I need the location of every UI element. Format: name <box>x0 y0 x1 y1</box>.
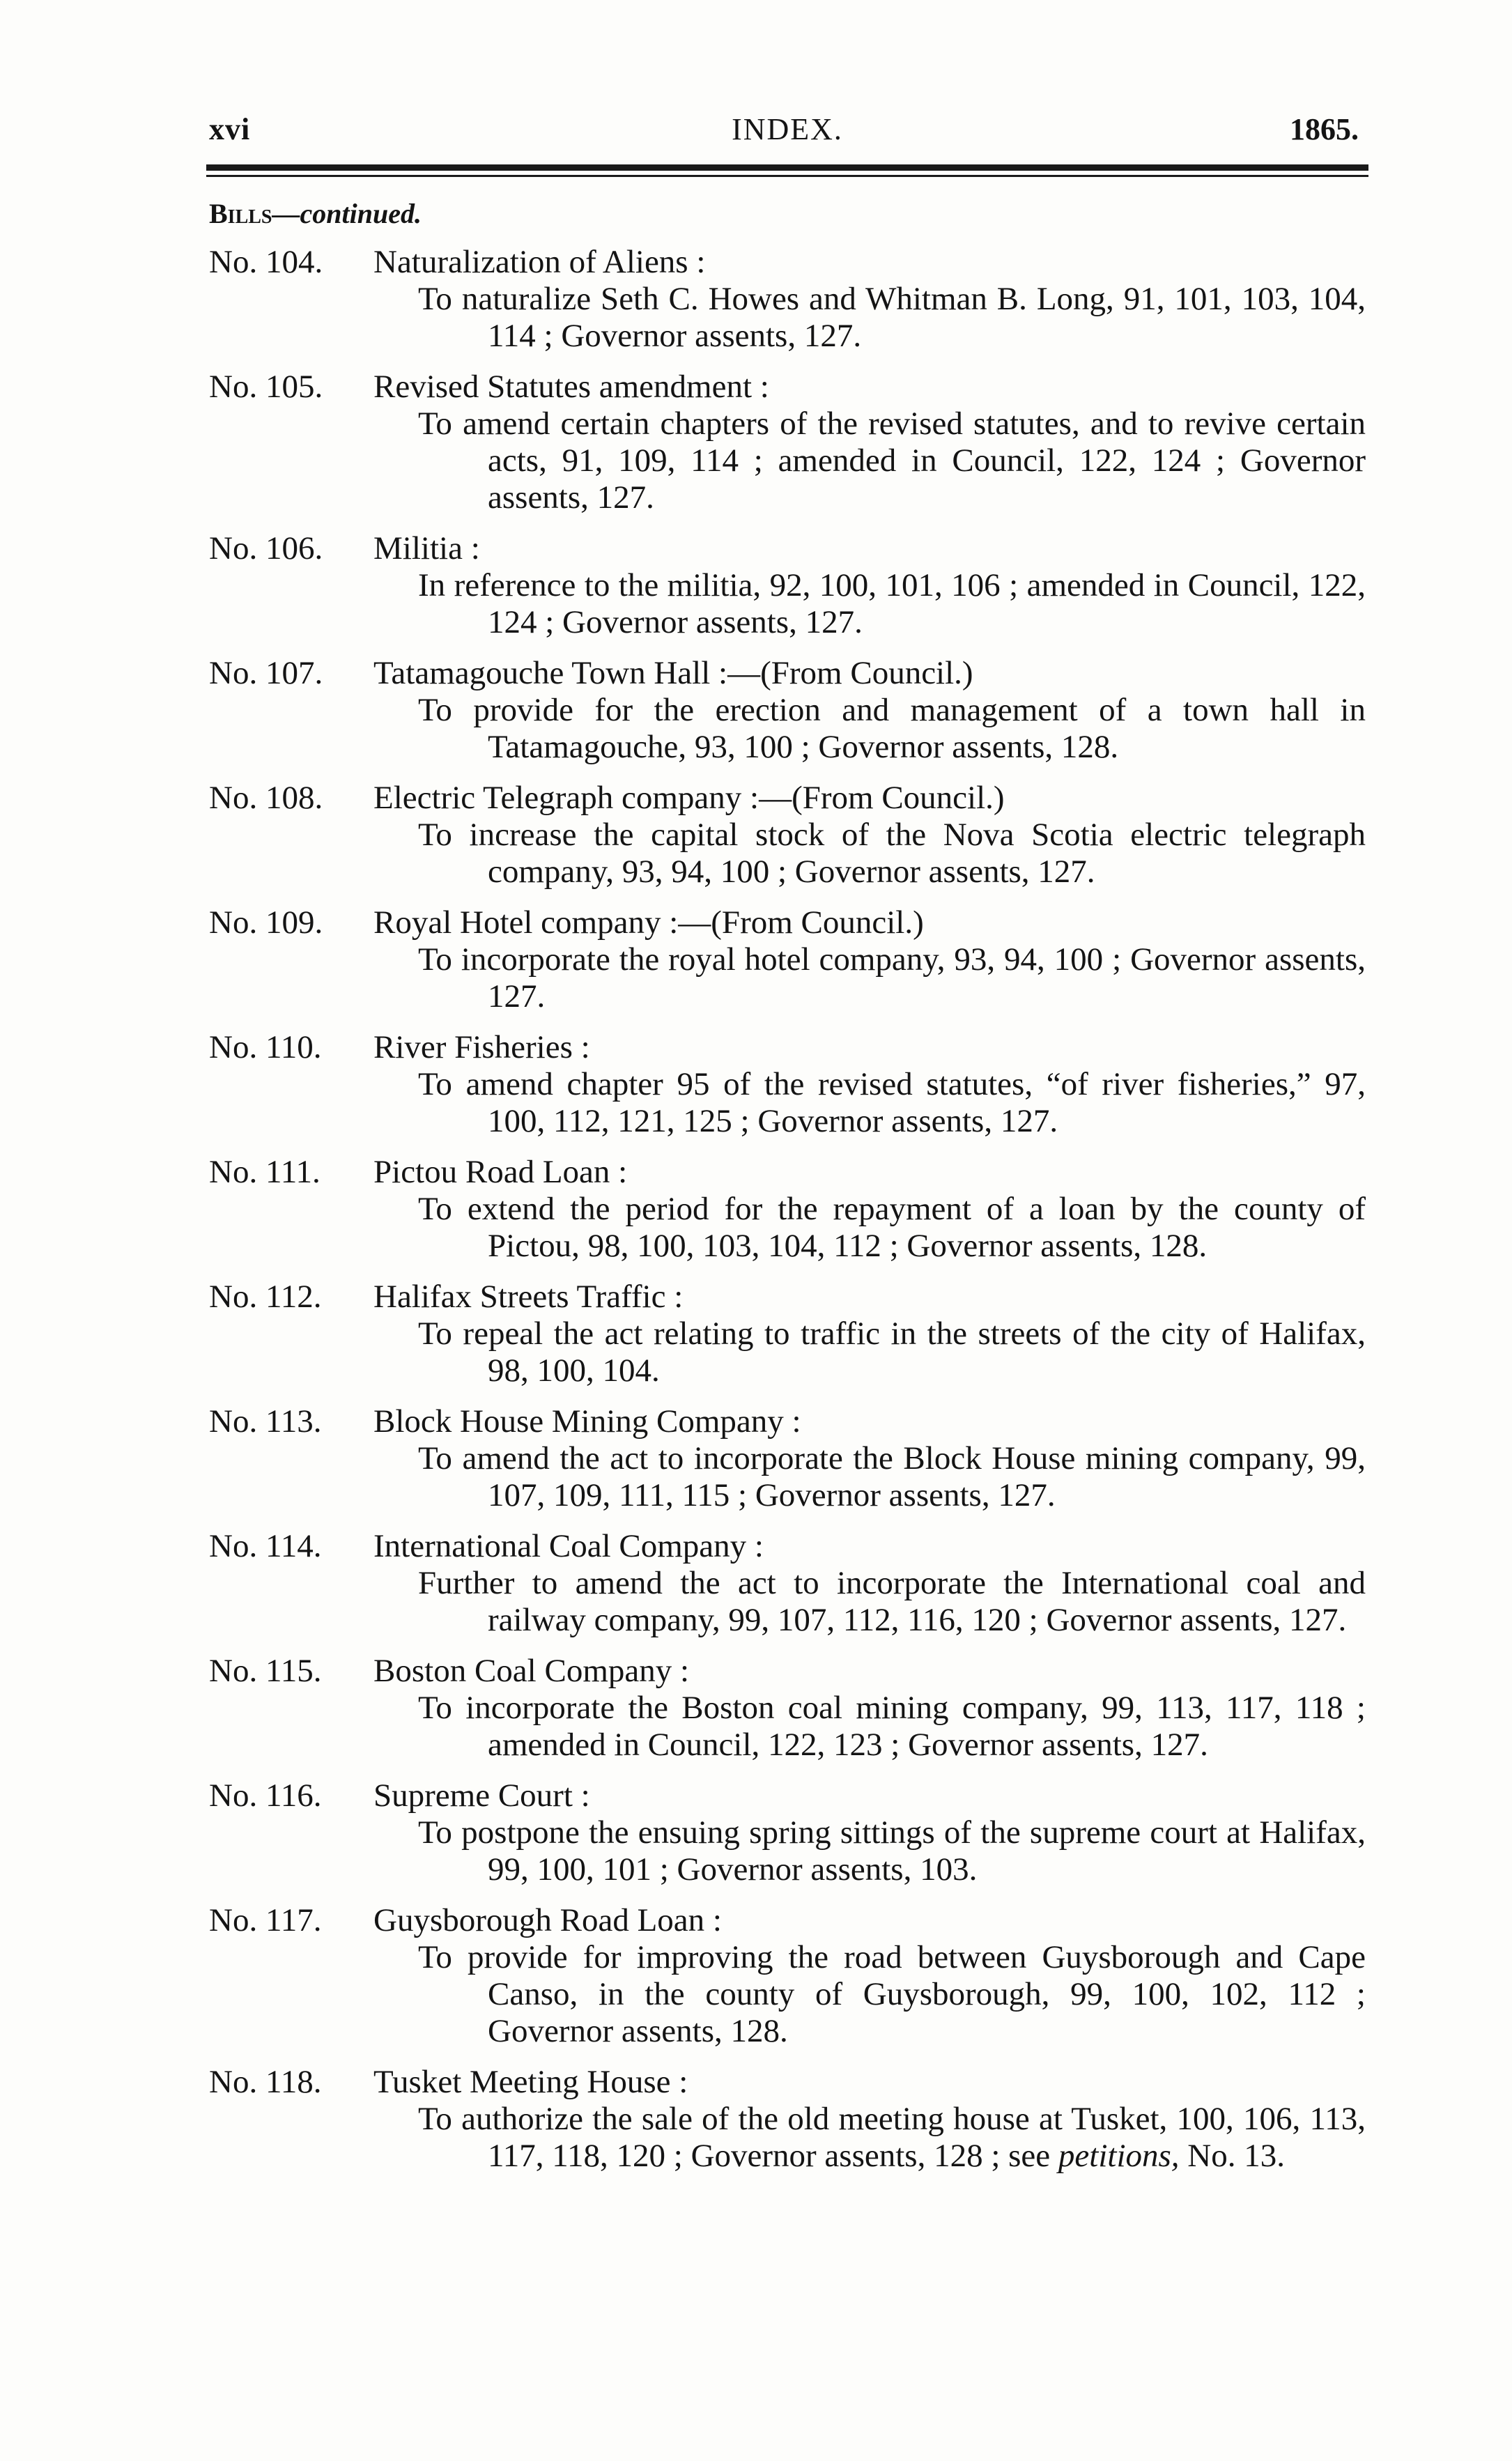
bill-number: No. 108. <box>209 780 323 816</box>
bill-description <box>418 2101 1366 2175</box>
bill-entry <box>209 369 1366 516</box>
bill-title: Tusket Meeting House : <box>373 2064 688 2100</box>
bill-entry <box>209 1029 1366 1140</box>
bill-entry <box>209 1902 1366 2050</box>
bill-title: Supreme Court : <box>373 1777 590 1814</box>
petitions-reference: petitions, <box>1058 2138 1180 2174</box>
bill-title: International Coal Company : <box>373 1528 764 1564</box>
petitions-number: No. 13. <box>1187 2138 1285 2174</box>
header-rule-thick <box>206 164 1368 171</box>
bill-number: No. 105. <box>209 369 323 405</box>
bill-description-text: To authorize the sale of the old meeting house at Tusket, 100, 106, 113, 117, 118, 120 ; Governor assents, 128 ; see <box>418 2101 1366 2174</box>
bill-title: Naturalization of Aliens : <box>373 244 706 280</box>
bill-description: To postpone the ensuing spring sittings of the supreme court at Halifax, 99, 100, 101 ; Governor assents, 103. <box>418 1814 1366 1888</box>
page-number: xvi <box>209 112 251 146</box>
bill-number: No. 110. <box>209 1029 322 1065</box>
bill-number: No. 114. <box>209 1528 322 1564</box>
bill-description: Further to amend the act to incorporate the International coal and railway company, 99, 107, 112, 116, 120 ; Governor assents, 127. <box>418 1565 1366 1638</box>
bill-description: To incorporate the royal hotel company, 93, 94, 100 ; Governor assents, 127. <box>418 941 1366 1015</box>
bill-description: To repeal the act relating to traffic in the streets of the city of Halifax, 98, 100, 104. <box>418 1316 1366 1389</box>
bill-description: To amend chapter 95 of the revised statutes, “of river fisheries,” 97, 100, 112, 121, 125 ; Governor assents, 127. <box>418 1066 1366 1139</box>
bill-title: Militia : <box>373 530 480 566</box>
bill-number: No. 116. <box>209 1777 322 1814</box>
bill-entry <box>209 1154 1366 1265</box>
section-label: Bills <box>209 198 272 229</box>
bill-title: Tatamagouche Town Hall :—(From Council.) <box>373 655 973 691</box>
bill-title: Block House Mining Company : <box>373 1403 801 1440</box>
bill-number: No. 115. <box>209 1653 322 1689</box>
bill-entry <box>209 244 1366 355</box>
bill-title: Pictou Road Loan : <box>373 1154 628 1190</box>
bill-title: Guysborough Road Loan : <box>373 1902 722 1938</box>
bill-number: No. 112. <box>209 1279 322 1315</box>
bill-entry <box>209 530 1366 641</box>
bill-number: No. 106. <box>209 530 323 566</box>
bill-description: To provide for improving the road between Guysborough and Cape Canso, in the county of Guysborough, 99, 100, 102, 112 ; Governor assents, 128. <box>418 1939 1366 2049</box>
bill-entry <box>209 1528 1366 1639</box>
bill-description: To incorporate the Boston coal mining company, 99, 113, 117, 118 ; amended in Council, 122, 123 ; Governor assents, 127. <box>418 1690 1366 1763</box>
bill-title: River Fisheries : <box>373 1029 590 1065</box>
section-continued: —continued. <box>272 198 422 229</box>
bill-number: No. 118. <box>209 2064 322 2100</box>
bill-number: No. 109. <box>209 904 323 941</box>
page-header <box>209 111 1366 153</box>
bill-entry <box>209 2064 1366 2175</box>
bill-description: To increase the capital stock of the Nova Scotia electric telegraph company, 93, 94, 100 ; Governor assents, 127. <box>418 817 1366 890</box>
bill-description: To amend the act to incorporate the Block House mining company, 99, 107, 109, 111, 115 ; Governor assents, 127. <box>418 1440 1366 1513</box>
bill-entry <box>209 655 1366 766</box>
bill-number: No. 107. <box>209 655 323 691</box>
bill-description: To amend certain chapters of the revised statutes, and to revive certain acts, 91, 109, 114 ; amended in Council, 122, 124 ; Governor assents, 127. <box>418 406 1366 516</box>
bill-entry <box>209 1279 1366 1389</box>
bill-entry <box>209 780 1366 890</box>
bill-list <box>209 244 1366 2189</box>
page-year: 1865. <box>1290 112 1359 146</box>
bill-number: No. 111. <box>209 1154 321 1190</box>
bill-number: No. 104. <box>209 244 323 280</box>
header-rule-thin <box>206 175 1368 177</box>
page-title: INDEX. <box>732 112 843 146</box>
bill-title: Revised Statutes amendment : <box>373 369 769 405</box>
bill-title: Halifax Streets Traffic : <box>373 1279 684 1315</box>
bill-description: In reference to the militia, 92, 100, 101, 106 ; amended in Council, 122, 124 ; Governor assents, 127. <box>418 567 1366 640</box>
bill-title: Royal Hotel company :—(From Council.) <box>373 904 924 941</box>
section-heading <box>209 197 422 230</box>
bill-description: To naturalize Seth C. Howes and Whitman B. Long, 91, 101, 103, 104, 114 ; Governor assents, 127. <box>418 281 1366 354</box>
bill-entry <box>209 1653 1366 1764</box>
bill-entry <box>209 1777 1366 1888</box>
bill-description: To extend the period for the repayment of a loan by the county of Pictou, 98, 100, 103, 104, 112 ; Governor assents, 128. <box>418 1191 1366 1264</box>
bill-title: Electric Telegraph company :—(From Council.) <box>373 780 1005 816</box>
bill-title: Boston Coal Company : <box>373 1653 690 1689</box>
bill-entry <box>209 904 1366 1015</box>
bill-entry <box>209 1403 1366 1514</box>
bill-description: To provide for the erection and management of a town hall in Tatamagouche, 93, 100 ; Governor assents, 128. <box>418 692 1366 765</box>
bill-number: No. 113. <box>209 1403 322 1440</box>
bill-number: No. 117. <box>209 1902 322 1938</box>
